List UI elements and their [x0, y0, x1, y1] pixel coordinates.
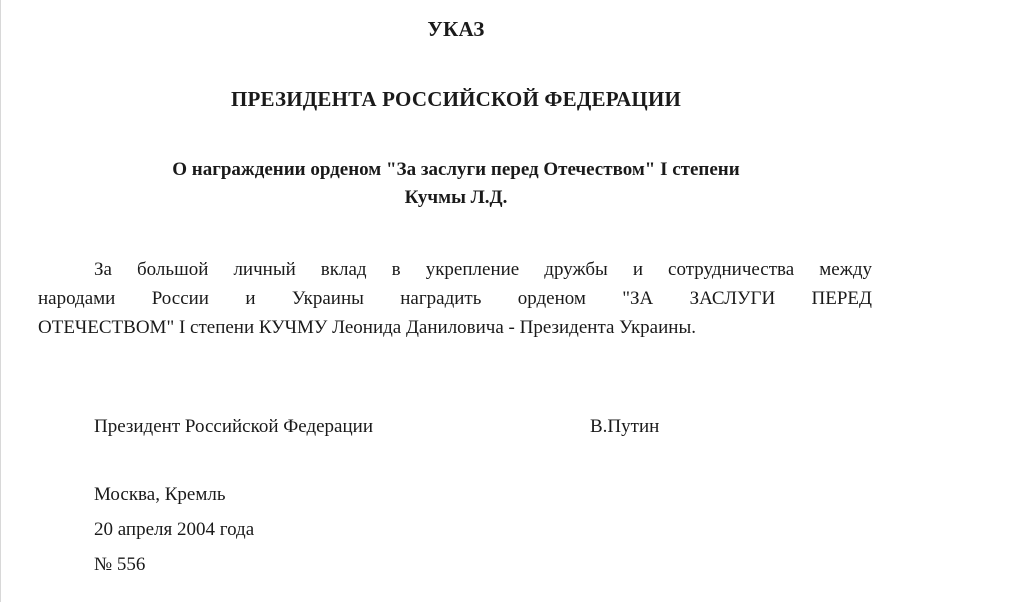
- decree-body-line: народами России и Украины наградить орденом "ЗА ЗАСЛУГИ ПЕРЕД: [38, 288, 872, 309]
- issue-date: 20 апреля 2004 года: [94, 519, 255, 540]
- decree-subject-recipient: Кучмы Л.Д.: [404, 187, 508, 208]
- decree-body-line: За большой личный вклад в укрепление дружбы и сотрудничества между: [94, 259, 872, 280]
- decree-subject: О награждении орденом "За заслуги перед Отечеством" I степени: [172, 159, 740, 180]
- decree-issuer: ПРЕЗИДЕНТА РОССИЙСКОЙ ФЕДЕРАЦИИ: [230, 87, 682, 111]
- decree-number: № 556: [94, 554, 146, 575]
- decree-body-line: ОТЕЧЕСТВОМ" I степени КУЧМУ Леонида Даниловича - Президента Украины.: [38, 317, 696, 338]
- issue-place: Москва, Кремль: [94, 484, 226, 505]
- signature-title: Президент Российской Федерации: [94, 416, 373, 437]
- decree-body: [38, 255, 872, 342]
- signature-name: В.Путин: [590, 416, 660, 437]
- decree-title: УКАЗ: [427, 17, 485, 41]
